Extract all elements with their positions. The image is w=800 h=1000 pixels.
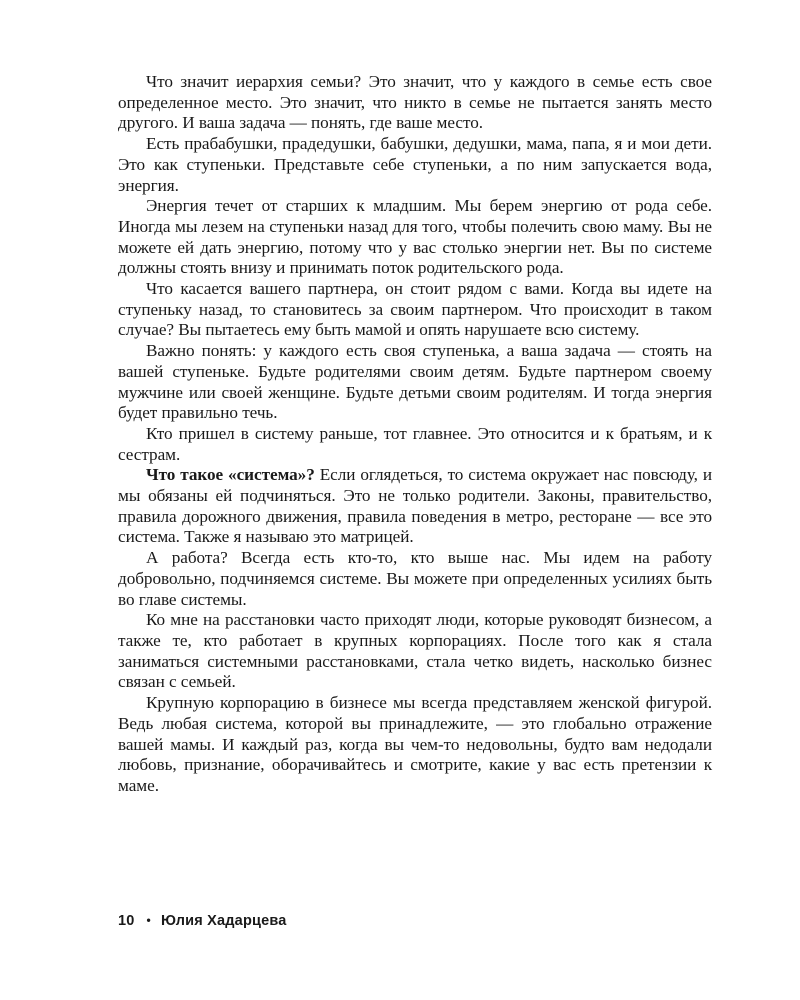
paragraph-text: Крупную корпорацию в бизнесе мы всегда представляем женской фигурой. Ведь любая система, которой вы принадлежите, — это глобально отражение вашей мамы. И каждый раз, когда вы чем-то недовольны, будто вам недодали любовь, признание, оборачивайтесь и смотрите, какие у вас есть претензии к маме. [118,693,712,795]
paragraph-text: Что значит иерархия семьи? Это значит, что у каждого в семье есть свое определенное место. Это значит, что никто в семье не пытается занять место другого. И ваша задача — понять, где ваше место. [118,72,712,133]
page-body [118,72,712,932]
paragraph-text: Кто пришел в систему раньше, тот главнее. Это относится и к братьям, и к сестрам. [118,423,712,464]
bullet-separator: • [146,913,151,927]
page-footer [118,913,287,929]
paragraph-lead-bold: Что такое «система»? [146,465,315,485]
paragraph-4 [118,279,712,341]
paragraph-text: Важно понять: у каждого есть своя ступенька, а ваша задача — стоять на вашей ступеньке. Будьте родителями своим детям. Будьте партнером своему мужчине или своей женщине. Будьте детьми своим родителям. И тогда энергия будет правильно течь. [118,341,712,423]
paragraph-6 [118,424,712,465]
paragraph-text: Есть прабабушки, прадедушки, бабушки, дедушки, мама, папа, я и мои дети. Это как ступеньки. Представьте себе ступеньки, а по ним запускается вода, энергия. [118,134,712,195]
paragraph-text: Энергия течет от старших к младшим. Мы берем энергию от рода себе. Иногда мы лезем на ступеньки назад для того, чтобы полечить свою маму. Вы не можете ей дать энергию, потому что у вас столько энергии нет. Вы по системе должны стоять внизу и принимать поток родительского рода. [118,196,712,278]
paragraph-5 [118,341,712,424]
paragraph-text: Что касается вашего партнера, он стоит рядом с вами. Когда вы идете на ступеньку назад, то становитесь за своим партнером. Что происходит в таком случае? Вы пытаетесь ему быть мамой и опять нарушаете всю систему. [118,279,712,340]
paragraph-8 [118,548,712,610]
author-name: Юлия Хадарцева [160,913,287,929]
paragraph-1 [118,72,712,134]
paragraph-2 [118,134,712,196]
body-text [118,72,712,797]
paragraph-9 [118,610,712,693]
paragraph-text: А работа? Всегда есть кто-то, кто выше нас. Мы идем на работу добровольно, подчиняемся системе. Вы можете при определенных усилиях быть во главе системы. [118,548,712,609]
paragraph-10 [118,693,712,797]
page-number: 10 [118,913,135,929]
paragraph-text: Ко мне на расстановки часто приходят люди, которые руководят бизнесом, а также те, кто работает в крупных корпорациях. После того как я стала заниматься системными расстановками, стала четко видеть, насколько бизнес связан с семьей. [118,610,712,692]
paragraph-text: Если оглядеться, то система окружает нас повсюду, и мы обязаны ей подчиняться. Это не только родители. Законы, правительство, правила дорожного движения, правила поведения в метро, ресторане — все это система. Также я называю это матрицей. [118,465,713,547]
paragraph-3 [118,196,712,279]
paragraph-7 [118,465,712,548]
